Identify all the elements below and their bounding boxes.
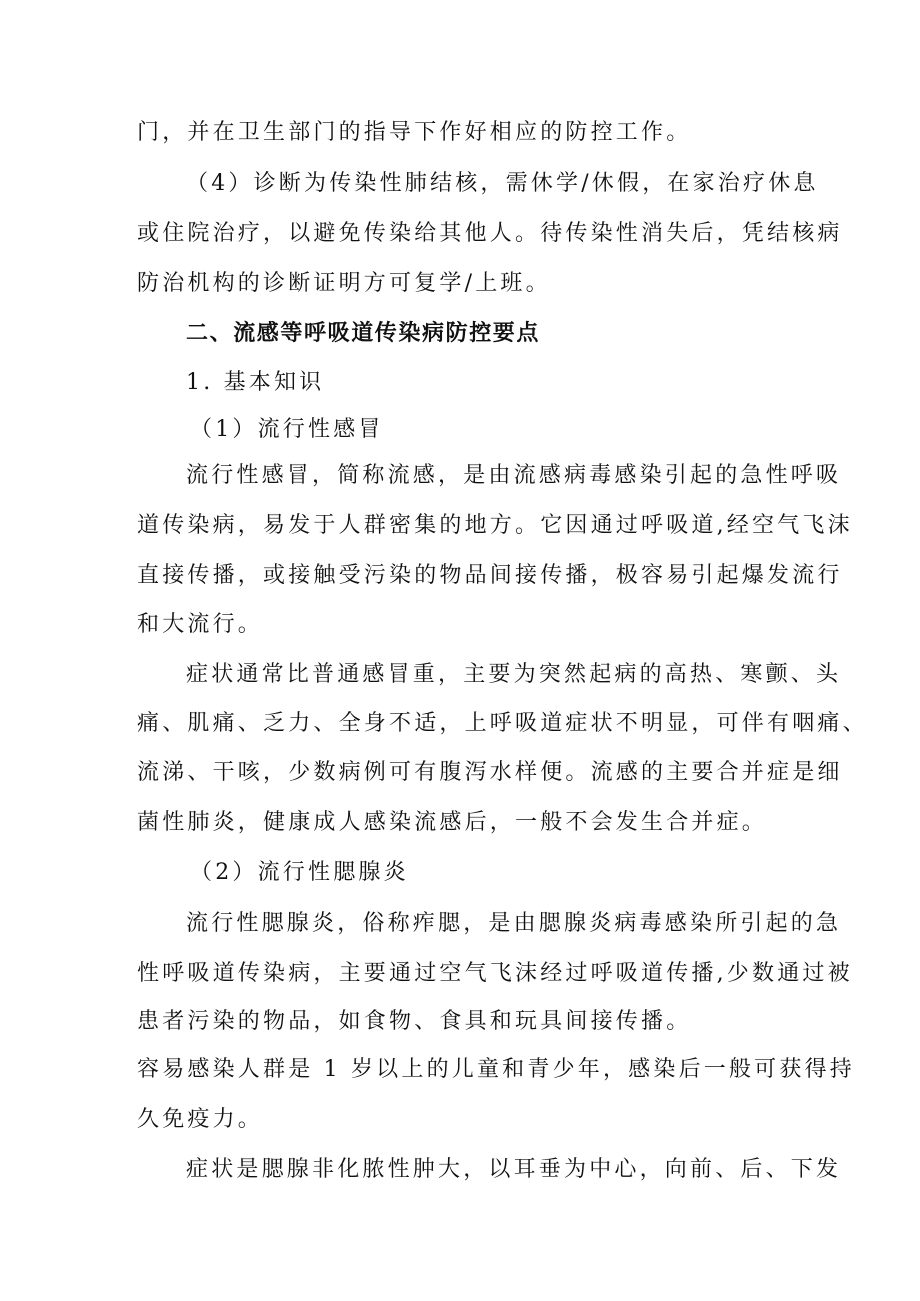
subsection-heading: 1. 基本知识 (186, 370, 325, 395)
text-line: 容易感染人群是 1 岁以上的儿童和青少年，感染后一般可获得持 (137, 1057, 855, 1082)
text-line: 症状是腮腺非化脓性肿大，以耳垂为中心，向前、后、下发 (186, 1157, 842, 1182)
section-heading: 二、流感等呼吸道传染病防控要点 (186, 321, 541, 346)
text-line: 患者污染的物品，如食物、食具和玩具间接传播。 (137, 1009, 692, 1034)
text-line: 或住院治疗，以避免传染给其他人。待传染性消失后，凭结核病 (137, 221, 843, 246)
text-line: 和大流行。 (137, 612, 264, 637)
text-line: 直接传播，或接触受污染的物品间接传播，极容易引起爆发流行 (137, 563, 843, 588)
text-line: （4）诊断为传染性肺结核，需休学/休假，在家治疗休息 (186, 171, 819, 196)
topic-heading: （1）流行性感冒 (190, 417, 384, 442)
text-line: 防治机构的诊断证明方可复学/上班。 (137, 271, 551, 296)
text-line: 久免疫力。 (137, 1107, 264, 1132)
text-line: 痛、肌痛、乏力、全身不适，上呼吸道症状不明显，可伴有咽痛、 (137, 711, 868, 736)
text-line: 道传染病，易发于人群密集的地方。它因通过呼吸道,经空气飞沫 (137, 513, 853, 538)
text-line: 流行性感冒，简称流感，是由流感病毒感染引起的急性呼吸 (186, 463, 842, 488)
text-line: 菌性肺炎，健康成人感染流感后，一般不会发生合并症。 (137, 810, 768, 835)
text-line: 症状通常比普通感冒重，主要为突然起病的高热、寒颤、头 (186, 662, 842, 687)
topic-heading: （2）流行性腮腺炎 (190, 860, 409, 885)
text-line: 门，并在卫生部门的指导下作好相应的防控工作。 (137, 120, 692, 145)
text-line: 性呼吸道传染病，主要通过空气飞沫经过呼吸道传播,少数通过被 (137, 961, 853, 986)
text-line: 流行性腮腺炎，俗称痄腮，是由腮腺炎病毒感染所引起的急 (186, 911, 842, 936)
text-line: 流涕、干咳，少数病例可有腹泻水样便。流感的主要合并症是细 (137, 760, 843, 785)
